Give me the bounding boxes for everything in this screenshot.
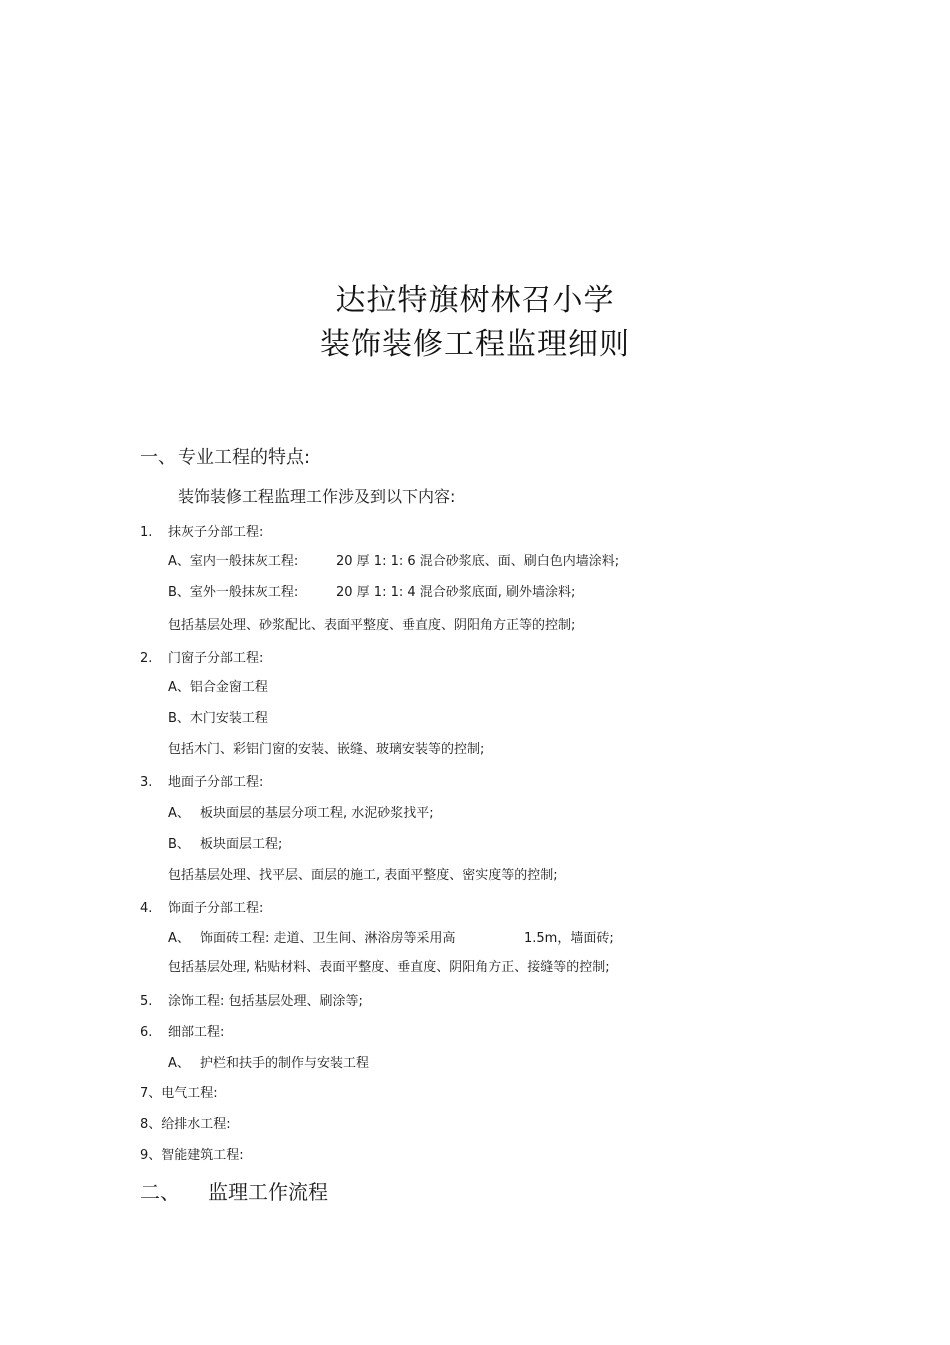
item-3-note: 包括基层处理、找平层、面层的施工, 表面平整度、密实度等的控制; [168, 868, 558, 883]
item-3-b-mark: B、 [168, 837, 190, 852]
item-4-note: 包括基层处理, 粘贴材料、表面平整度、垂直度、阴阳角方正、接缝等的控制; [168, 960, 610, 975]
item-4-number: 4. [140, 901, 153, 916]
item-2-label: 门窗子分部工程: [168, 651, 264, 666]
item-1-note: 包括基层处理、砂浆配比、表面平整度、垂直度、阴阳角方正等的控制; [168, 618, 576, 633]
item-4-label: 饰面子分部工程: [168, 901, 264, 916]
item-3-a-mark: A、 [168, 806, 190, 821]
item-6-label: 细部工程: [168, 1025, 225, 1040]
item-4-a-value: 1.5m，墙面砖; [524, 931, 614, 946]
section-1-heading: 专业工程的特点: [178, 447, 311, 468]
item-7: 7、电气工程: [140, 1086, 218, 1101]
document-title-line-1: 达拉特旗树林召小学 [335, 283, 615, 318]
item-3-b-text: 板块面层工程; [200, 837, 283, 852]
item-4-a-mark: A、 [168, 931, 190, 946]
section-1-number: 一、 [140, 447, 176, 468]
item-9: 9、智能建筑工程: [140, 1148, 244, 1163]
item-3-label: 地面子分部工程: [168, 775, 264, 790]
section-2-heading: 监理工作流程 [208, 1180, 328, 1204]
item-1-b-label: B、室外一般抹灰工程: [168, 585, 299, 600]
item-2-b: B、木门安装工程 [168, 711, 268, 726]
item-6-number: 6. [140, 1025, 153, 1040]
item-6-a-text: 护栏和扶手的制作与安装工程 [200, 1056, 370, 1071]
item-8: 8、给排水工程: [140, 1117, 231, 1132]
item-1-a-text: 20 厚 1: 1: 6 混合砂浆底、面、刷白色内墙涂料; [336, 554, 620, 569]
item-5-number: 5. [140, 994, 153, 1009]
item-1-number: 1. [140, 525, 153, 540]
item-4-a-text: 饰面砖工程: 走道、卫生间、淋浴房等采用高 [200, 931, 456, 946]
item-3-a-text: 板块面层的基层分项工程, 水泥砂浆找平; [200, 806, 434, 821]
item-5-label: 涂饰工程: 包括基层处理、刷涂等; [168, 994, 363, 1009]
document-title-line-2: 装饰装修工程监理细则 [320, 327, 630, 362]
item-1-a-label: A、室内一般抹灰工程: [168, 554, 299, 569]
item-1-label: 抹灰子分部工程: [168, 525, 264, 540]
item-1-b-text: 20 厚 1: 1: 4 混合砂浆底面, 刷外墙涂料; [336, 585, 576, 600]
section-2-number: 二、 [140, 1180, 180, 1204]
section-1-intro: 装饰装修工程监理工作涉及到以下内容: [178, 487, 456, 506]
item-3-number: 3. [140, 775, 153, 790]
item-2-number: 2. [140, 651, 153, 666]
item-6-a-mark: A、 [168, 1056, 190, 1071]
item-2-a: A、铝合金窗工程 [168, 680, 268, 695]
item-2-note: 包括木门、彩铝门窗的安装、嵌缝、玻璃安装等的控制; [168, 742, 485, 757]
